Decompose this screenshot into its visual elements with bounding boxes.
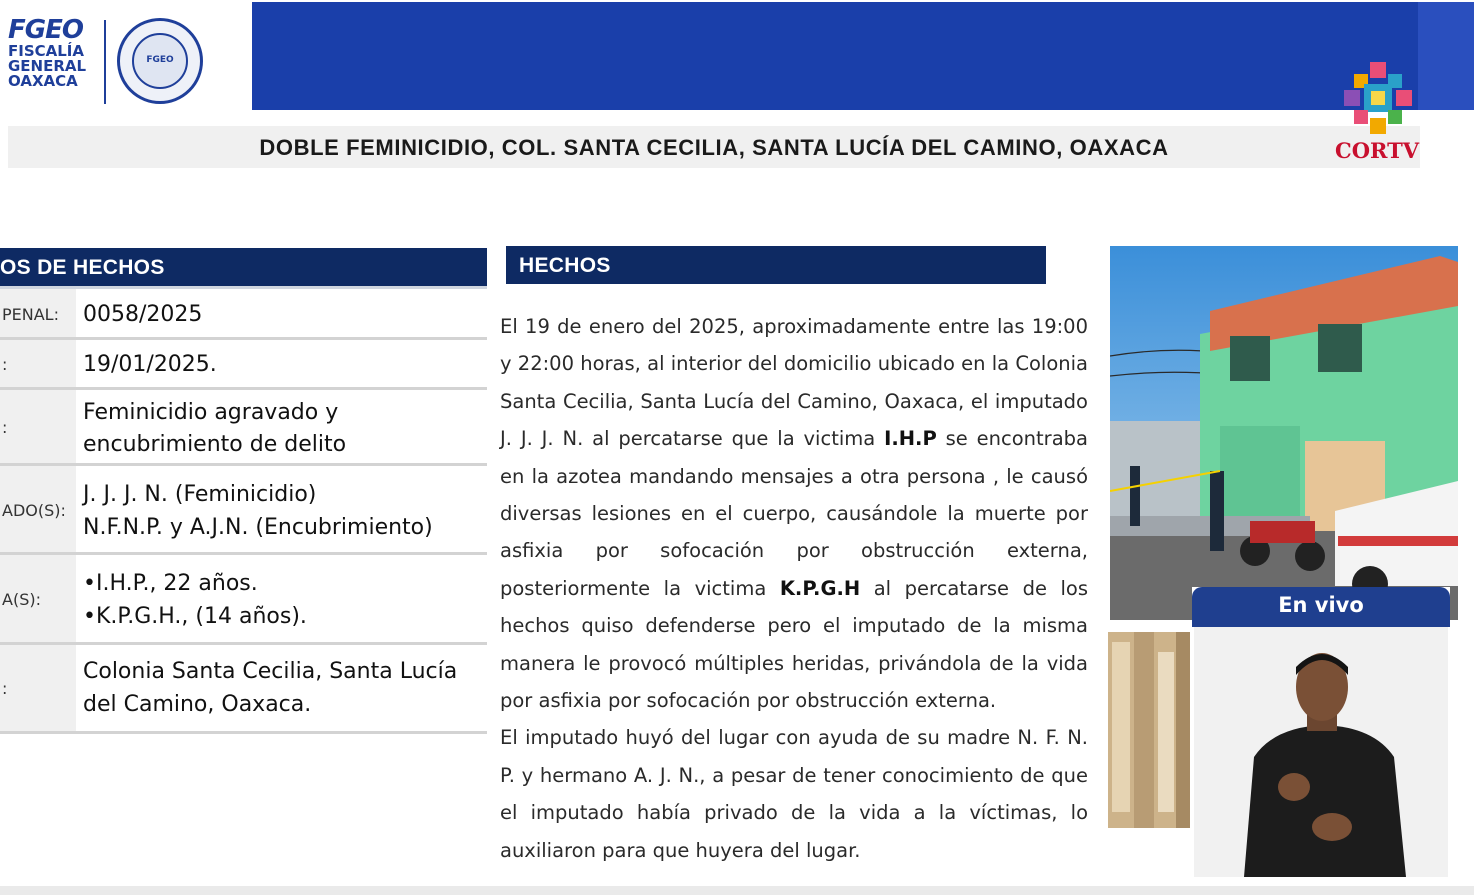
bottom-rule	[0, 886, 1474, 895]
fact-value: 0058/2025	[83, 302, 203, 327]
victim-initials: K.P.G.H	[779, 576, 861, 600]
fact-value-line: del Camino, Oaxaca.	[83, 692, 312, 717]
hechos-section-title: HECHOS	[519, 254, 611, 277]
fact-label-cell	[0, 340, 76, 387]
fact-label: A(S):	[2, 590, 41, 609]
fact-label: :	[2, 418, 8, 437]
fact-label-cell	[0, 390, 76, 463]
fact-label-cell	[0, 645, 76, 731]
logo-line-1: FGEO	[8, 15, 83, 45]
page-title: DOBLE FEMINICIDIO, COL. SANTA CECILIA, SANTA LUCÍA DEL CAMINO, OAXACA	[259, 135, 1169, 160]
cortv-mark-icon	[1340, 60, 1416, 136]
fact-label-cell	[0, 289, 76, 337]
fact-row-date	[0, 340, 487, 390]
fgeo-seal-icon	[117, 18, 203, 104]
fact-label: :	[2, 679, 8, 698]
fact-value: 19/01/2025.	[83, 352, 217, 377]
facts-section-header	[0, 248, 487, 286]
fact-value-line: N.F.N.P. y A.J.N. (Encubrimiento)	[83, 515, 433, 540]
logo-line-2: FISCALÍA	[8, 42, 84, 60]
hechos-paragraph-1	[500, 308, 1088, 719]
narrative-text: El 19 de enero del 2025, aproximadamente entre las 19:00 y 22:00 horas, al interior del domicilio ubicado en la Colonia Santa Cecilia, Santa Lucía del Camino, Oaxaca, el imputado J. J. J. N. al percatarse que la victima	[500, 315, 1088, 451]
sign-language-video	[1194, 627, 1448, 877]
fact-value-line: J. J. J. N. (Feminicidio)	[83, 482, 317, 507]
fact-value-line: •K.P.G.H., (14 años).	[83, 604, 307, 629]
crime-scene-photo-illustration	[1110, 246, 1458, 620]
fact-value-line: Feminicidio agravado y	[83, 400, 339, 425]
fact-row-location	[0, 645, 487, 734]
fgeo-logo	[8, 16, 100, 108]
fact-value-line: Colonia Santa Cecilia, Santa Lucía	[83, 659, 458, 684]
crime-scene-detail-photo	[1108, 632, 1190, 828]
header-band	[252, 2, 1418, 110]
fact-value-line: •I.H.P., 22 años.	[83, 571, 258, 596]
fact-value-line: encubrimiento de delito	[83, 432, 347, 457]
logo-line-3: GENERAL	[8, 57, 87, 75]
logo-divider	[104, 20, 106, 104]
logo-line-4: OAXACA	[8, 72, 78, 90]
fact-label: ADO(S):	[2, 501, 66, 520]
fact-row-accused	[0, 466, 487, 555]
fact-row-victims	[0, 555, 487, 645]
fact-label: PENAL:	[2, 305, 59, 324]
fact-row-case-number	[0, 289, 487, 340]
cortv-logo	[1330, 58, 1424, 168]
fact-label-cell	[0, 466, 76, 552]
fact-label: :	[2, 355, 8, 374]
cortv-wordmark: CORTV	[1334, 138, 1419, 163]
facts-section-title: OS DE HECHOS	[0, 256, 165, 279]
crime-scene-photo	[1110, 246, 1458, 620]
header-band-edge	[1418, 2, 1474, 110]
live-label: En vivo	[1278, 593, 1364, 617]
narrative-text: al percatarse de los hechos quiso defenderse pero el imputado de la misma manera le provocó múltiples heridas, privándola de la vida por asfixia por sofocación por obstrucción externa.	[500, 576, 1088, 713]
hechos-narrative	[500, 308, 1088, 869]
live-tab	[1192, 587, 1450, 627]
fact-label-cell	[0, 555, 76, 642]
hechos-paragraph-2: El imputado huyó del lugar con ayuda de su madre N. F. N. P. y hermano A. J. N., a pesar de tener conocimiento de que el imputado había privado de la vida a la víctimas, lo auxiliaron para que huyera del lugar.	[500, 726, 1088, 862]
fact-row-crime	[0, 390, 487, 466]
narrative-text: se encontraba en la azotea mandando mensajes a otra persona , le causó diversas lesiones en el cuerpo, causándole la muerte por asfixia por sofocación por obstrucción externa, posteriormente la victima	[500, 427, 1088, 600]
interpreter-figure	[1194, 627, 1448, 877]
hechos-section-header	[506, 246, 1046, 284]
seal-text: FGEO	[146, 55, 174, 65]
detail-photo-illustration	[1108, 632, 1190, 828]
victim-initials: I.H.P	[884, 427, 937, 451]
